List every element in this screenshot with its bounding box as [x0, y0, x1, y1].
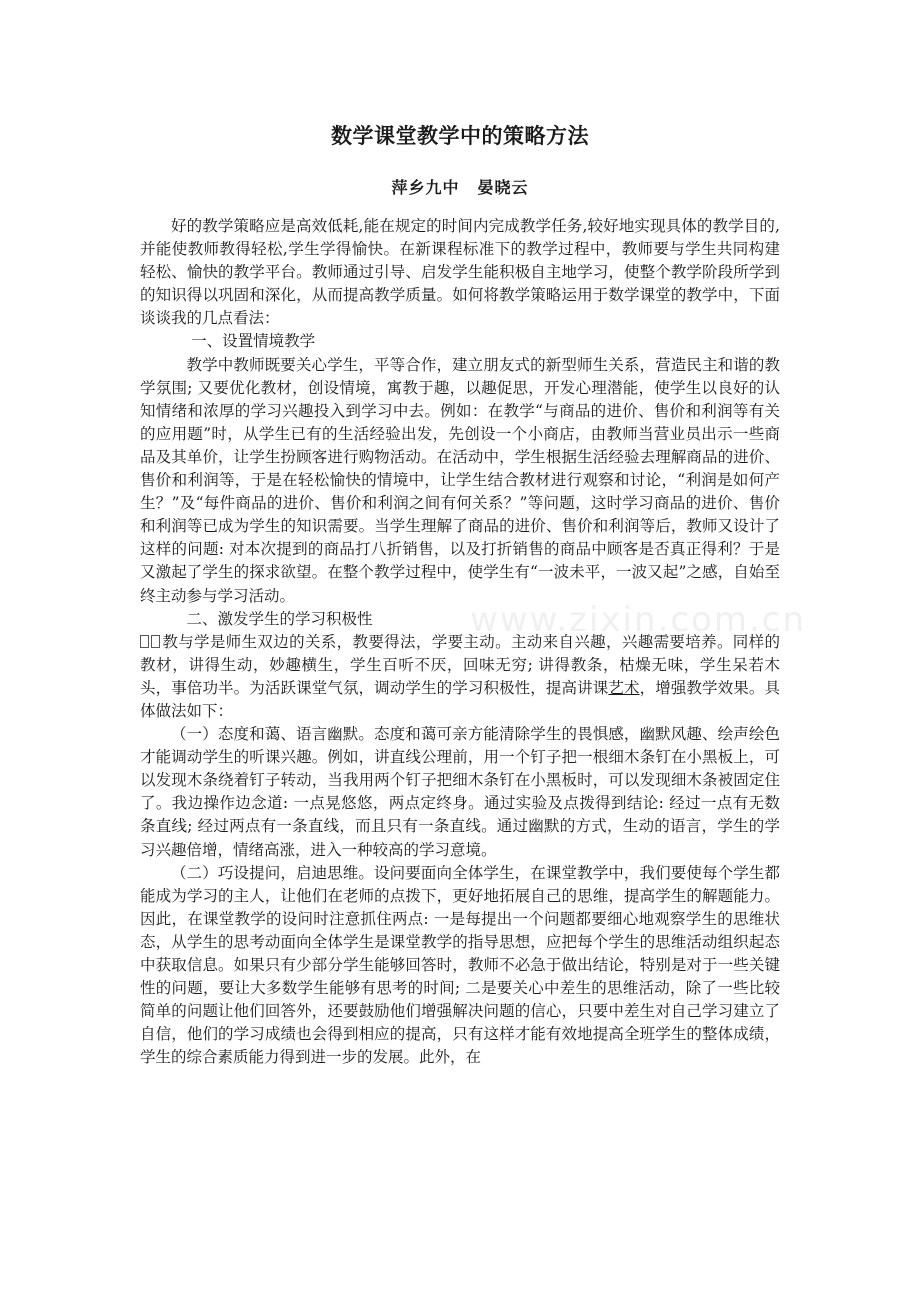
section2-heading: 二、激发学生的学习积极性: [186, 609, 373, 628]
author-name: 晏晓云: [477, 178, 529, 197]
author-school: 萍乡九中: [391, 178, 460, 197]
section1-paragraph: 教学中教师既要关心学生，平等合作，建立朋友式的新型师生关系，营造民主和谐的教学氛围; 又要优化教材，创设情境，寓教于趣，以趣促思，开发心理潜能，使学生以良好的认知情绪和浓厚的学习兴趣投入到学习中去。例如：在教学“与商品的进价、售价和利润等有关的应用题”时，从学生已有的生活经验出发，先创设一个小商店，由教师当营业员出示一些商品及其单价，让学生扮顾客进行购物活动。在活动中，学生根据生活经验去理解商品的进价、售价和利润等，于是在轻松愉快的情境中，让学生结合教材进行观察和讨论，“利润是如何产生？”及“每件商品的进价、售价和利润之间有何关系？”等问题，这时学习商品的进价、售价和利润等已成为学生的知识需要。当学生理解了商品的进价、售价和利润等后，教师又设计了这样的问题: 对本次提到的商品打八折销售，以及打折销售的商品中顾客是否真正得利？于是又激起了学生的探求欲望。在整个教学过程中，使学生有“一波未平，一波又起”之感，自始至终主动参与学习活动。: [140, 355, 780, 605]
section2-paragraph: [140, 631, 780, 723]
intro-paragraph: 好的教学策略应是高效低耗,能在规定的时间内完成教学任务,较好地实现具体的教学目的,并能使教师教得轻松,学生学得愉快。在新课程标准下的教学过程中，教师要与学生共同构建轻松、愉快的教学平台。教师通过引导、启发学生能积极自主地学习，使整个教学阶段所学到的知识得以巩固和深化，从而提高教学质量。如何将教学策略运用于数学课堂的教学中，下面谈谈我的几点看法：: [140, 217, 780, 328]
section2-text-before: 教与学是师生双边的关系，教要得法，学要主动。主动来自兴趣，兴趣需要培养。同样的教材，讲得生动，妙趣横生，学生百听不厌，回味无穷; 讲得教条，枯燥无味，学生呆若木头，事倍功半。为活跃课堂气氛，调动学生的学习积极性，提高讲课: [140, 632, 780, 697]
document-body: [140, 215, 780, 1069]
placeholder-box-icon: [140, 635, 149, 648]
section1-heading: 一、设置情境教学: [191, 332, 316, 351]
item1-paragraph: （一）态度和蔼、语言幽默。态度和蔼可亲方能清除学生的畏惧感，幽默风趣、绘声绘色才能调动学生的听课兴趣。例如，讲直线公理前，用一个钉子把一根细木条钉在小黑板上，可以发现木条绕着钉子转动，当我用两个钉子把细木条钉在小黑板时，可以发现细木条被固定住了。我边操作边念道: 一点晃悠悠，两点定终身。通过实验及点拨得到结论: 经过一点有无数条直线; 经过两点有一条直线，而且只有一条直线。通过幽默的方式，生动的语言，学生的学习兴趣倍增，情绪高涨，进入一种较高的学习意境。: [140, 725, 780, 859]
section2-text-after: ，增强教学效果。具体做法如下：: [140, 678, 780, 720]
section2-underlined-term: 艺术: [608, 678, 640, 697]
watermark: www.zixin.com.cn: [470, 600, 806, 640]
placeholder-box-icon: [151, 635, 160, 648]
document-title: 数学课堂教学中的策略方法: [331, 123, 589, 148]
item2-paragraph: （二）巧设提问，启迪思维。设问要面向全体学生，在课堂教学中，我们要使每个学生都能成为学习的主人，让他们在老师的点拨下，更好地拓展自己的思维，提高学生的解题能力。因此，在课堂教学的设问时注意抓住两点: 一是每提出一个问题都要细心地观察学生的思维状态，从学生的思考动面向全体学生是课堂教学的指导思想，应把每个学生的思维活动组织起态中获取信息。如果只有少部分学生能够回答时，教师不必急于做出结论，特别是对于一些关键性的问题，要让大多数学生能够有思考的时间; 二是要关心中差生的思维活动，除了一些比较简单的问题让他们回答外，还要鼓励他们增强解决问题的信心，只要中差生对自己学习建立了自信，他们的学习成绩也会得到相应的提高，只有这样才能有效地提高全班学生的整体成绩，学生的综合素质能力得到进一步的发展。此外，在: [140, 863, 780, 1067]
author-line: [0, 175, 920, 198]
